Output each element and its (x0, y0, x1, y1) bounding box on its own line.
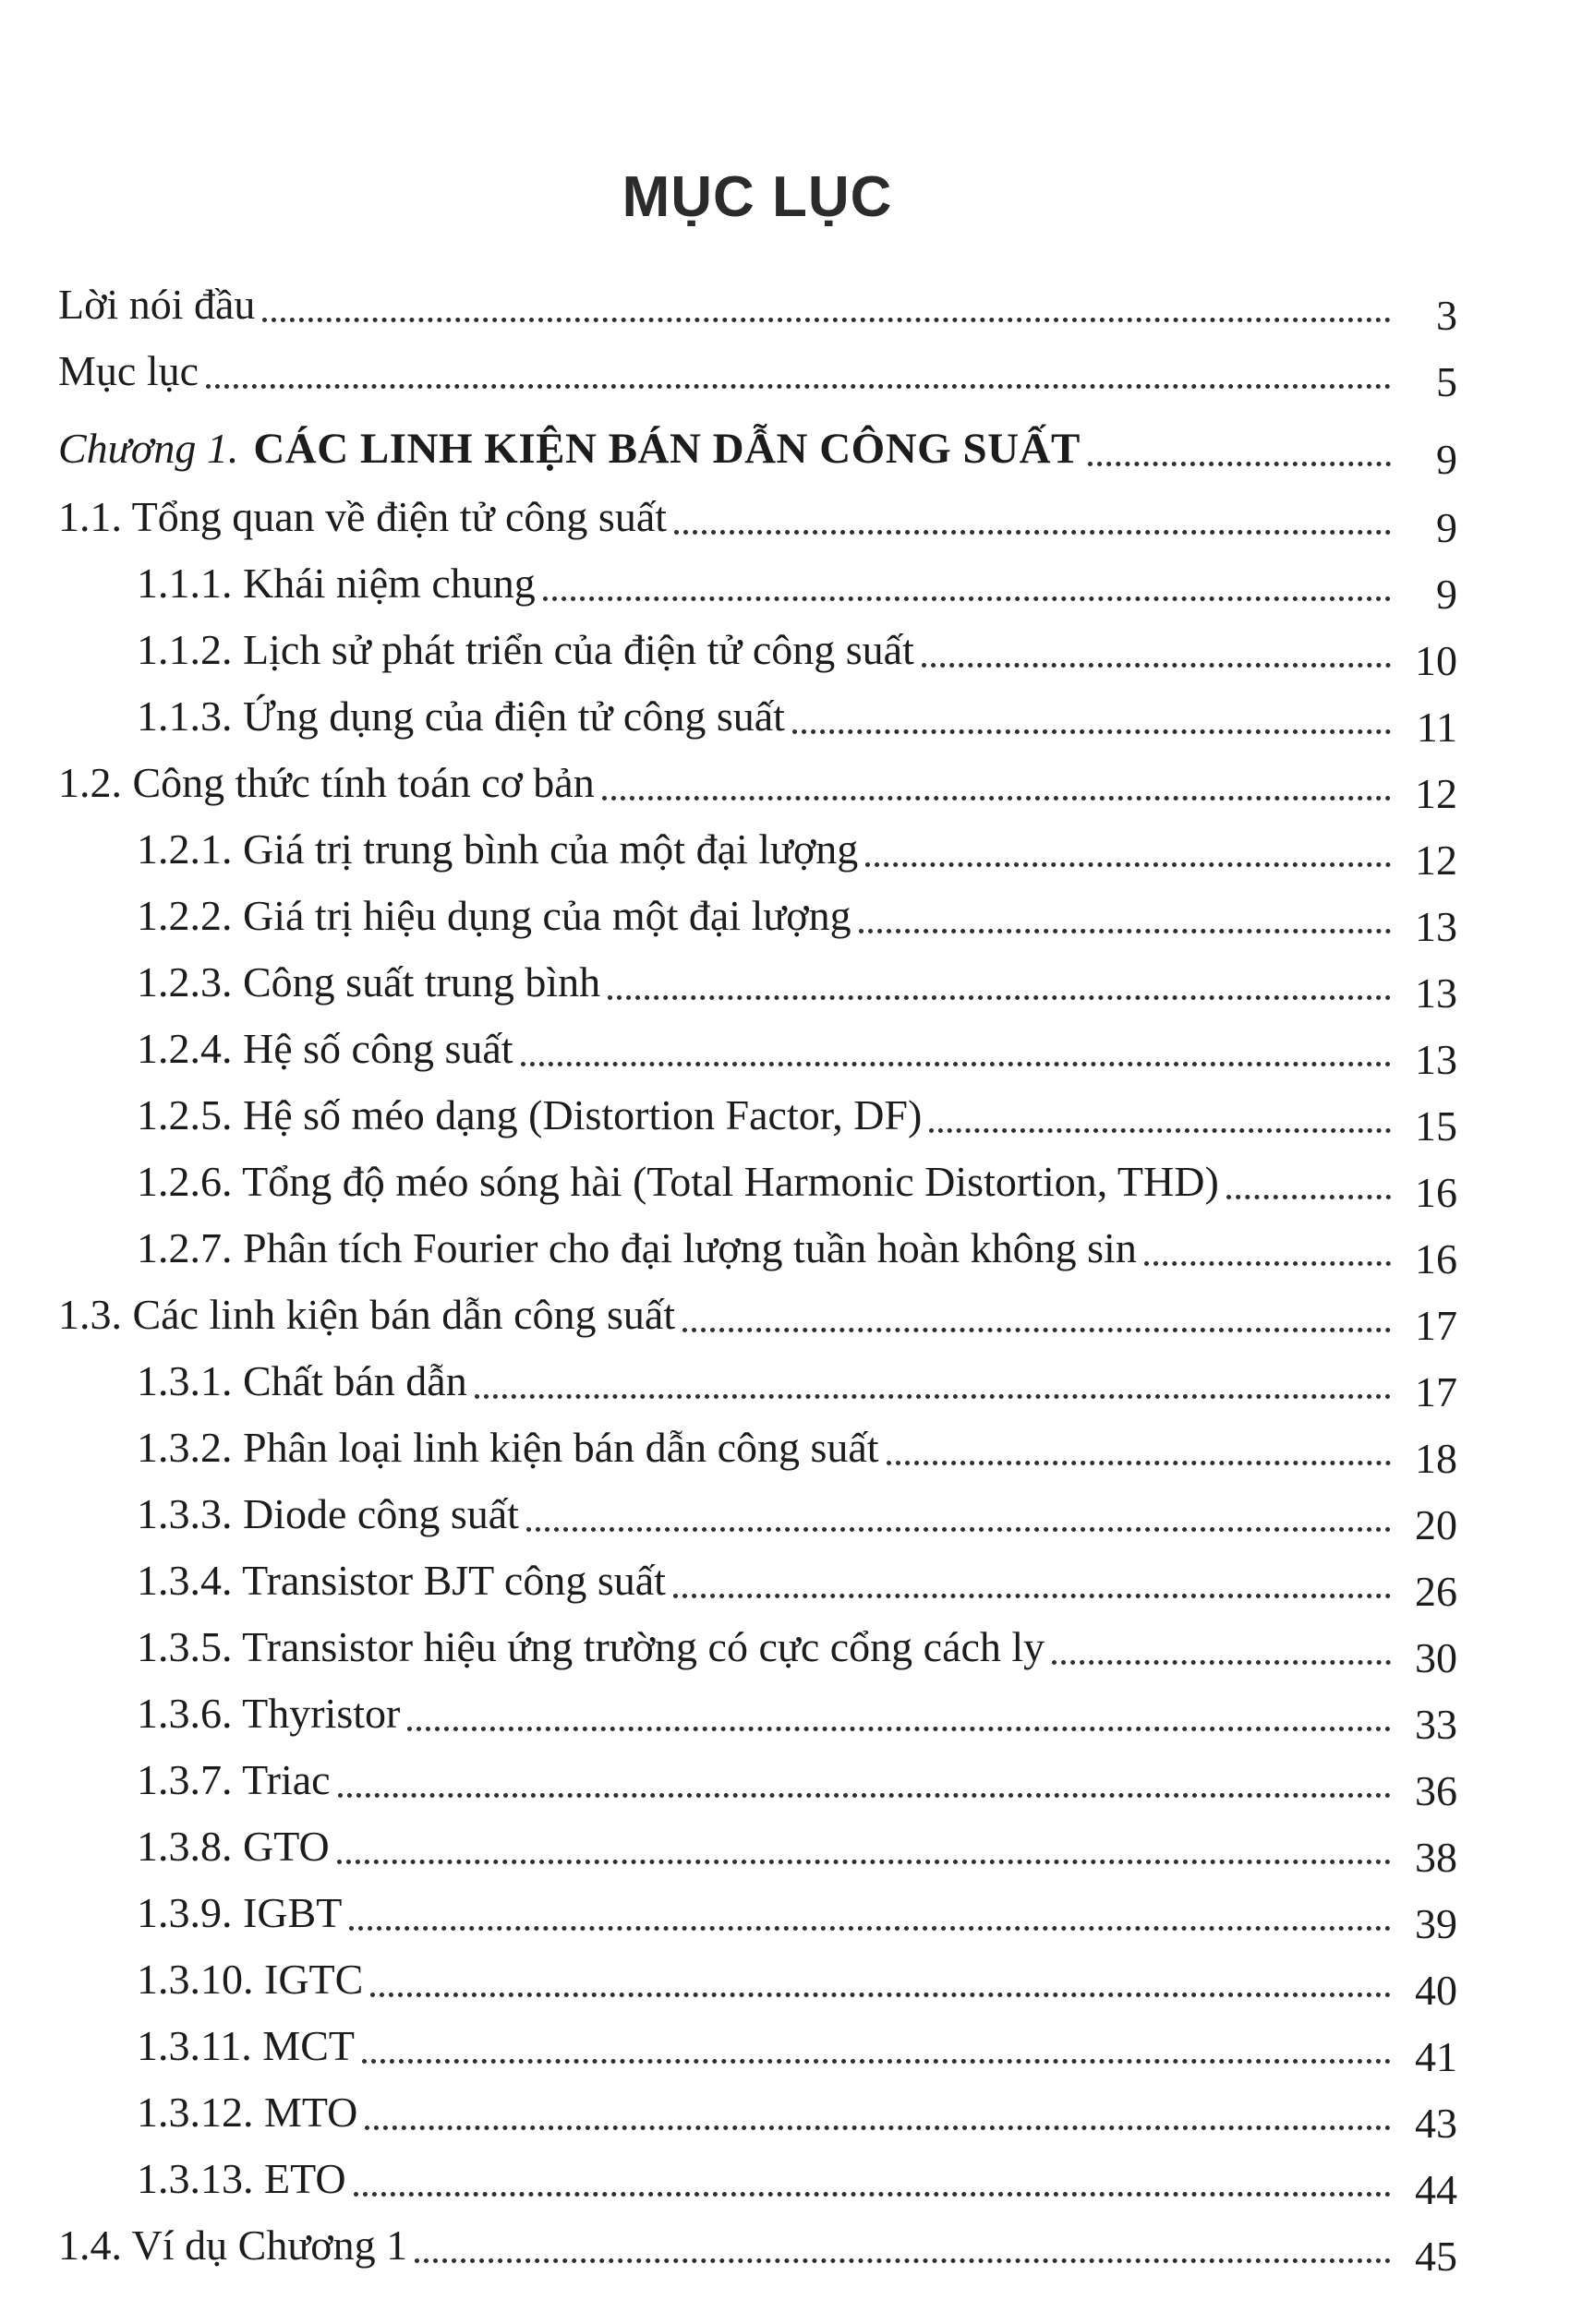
toc-entry-label: 1.3.9. IGBT (137, 1889, 343, 1936)
toc-entry (58, 1415, 1457, 1481)
toc-entry-page-number: 12 (1415, 837, 1457, 884)
toc-entry-label: 1.2.7. Phân tích Fourier cho đại lượng tuần hoàn không sin (137, 1224, 1137, 1271)
dot-leader-icon (1226, 1195, 1391, 1199)
toc-entry-page-number: 17 (1415, 1368, 1457, 1415)
dot-leader-icon (349, 1926, 1391, 1931)
toc-entry-label: Mục lục (58, 347, 199, 394)
toc-entry (58, 1481, 1457, 1547)
toc-entry-page-number: 13 (1415, 969, 1457, 1017)
dot-leader-icon (922, 663, 1391, 668)
dot-leader-icon (415, 2258, 1391, 2263)
dot-leader-icon (1052, 1660, 1391, 1665)
toc-entry (58, 2013, 1457, 2079)
dot-leader-icon (370, 1993, 1391, 1997)
toc-entry (58, 1215, 1457, 1282)
toc-entry (58, 1813, 1457, 1880)
toc-entry-page-number: 9 (1436, 571, 1457, 618)
toc-entry-label: 1.3.8. GTO (137, 1823, 330, 1870)
toc-entry-label: 1.2.6. Tổng độ méo sóng hài (Total Harmonic Distortion, THD) (137, 1158, 1219, 1205)
toc-entry-label: 1.1.3. Ứng dụng của điện tử công suất (137, 692, 785, 740)
toc-entry (58, 1747, 1457, 1813)
toc-entry (58, 1082, 1457, 1149)
toc-entry-page-number: 39 (1415, 1900, 1457, 1947)
toc-entry-label: 1.2. Công thức tính toán cơ bản (58, 759, 595, 806)
dot-leader-icon (338, 1793, 1391, 1798)
dot-leader-icon (929, 1128, 1391, 1133)
dot-leader-icon (206, 384, 1391, 389)
toc-entry-page-number: 13 (1415, 1036, 1457, 1083)
dot-leader-icon (362, 2059, 1391, 2064)
toc-entry-label: 1.3.5. Transistor hiệu ứng trường có cực cổng cách ly (137, 1623, 1045, 1670)
toc-entry (58, 1149, 1457, 1215)
toc-entry-label: 1.3.7. Triac (137, 1756, 331, 1803)
toc-entry-label: 1.3.1. Chất bán dẫn (137, 1357, 467, 1404)
toc-entry (58, 1946, 1457, 2013)
toc-entry (58, 949, 1457, 1016)
toc-entry-page-number: 10 (1415, 637, 1457, 684)
dot-leader-icon (887, 1461, 1391, 1465)
toc-entry-label: 1.2.5. Hệ số méo dạng (Distortion Factor, DF) (137, 1091, 923, 1138)
toc-entry-label: 1.2.3. Công suất trung bình (137, 958, 601, 1005)
toc-entry-page-number: 11 (1416, 704, 1457, 751)
toc-entry-page-number: 5 (1436, 358, 1457, 405)
dot-leader-icon (682, 1328, 1391, 1332)
toc-entry (58, 1547, 1457, 1614)
toc-entry (58, 617, 1457, 683)
dot-leader-icon (543, 596, 1391, 601)
toc-entry (58, 1680, 1457, 1747)
dot-leader-icon (521, 1062, 1391, 1066)
dot-leader-icon (865, 862, 1391, 867)
toc-entry-label: 1.3.3. Diode công suất (137, 1490, 519, 1537)
dot-leader-icon (674, 530, 1391, 535)
page-title: MỤC LỤC (622, 165, 893, 229)
toc-entry-page-number: 16 (1415, 1169, 1457, 1216)
toc-entry (58, 484, 1457, 550)
toc-entry-page-number: 15 (1415, 1102, 1457, 1150)
dot-leader-icon (673, 1594, 1391, 1598)
toc-entry-label: Lời nói đầu (58, 281, 256, 328)
toc-entry-label: CÁC LINH KIỆN BÁN DẪN CÔNG SUẤT (253, 425, 1081, 473)
toc-entry-page-number: 12 (1415, 770, 1457, 817)
toc-entry-page-number: 20 (1415, 1501, 1457, 1548)
toc-entry (58, 683, 1457, 750)
toc-entry-page-number: 9 (1436, 504, 1457, 551)
toc-entry-label: 1.3.12. MTO (137, 2089, 358, 2136)
toc-entry-label: 1.3.2. Phân loại linh kiện bán dẫn công suất (137, 1424, 879, 1471)
toc-entry (58, 1614, 1457, 1680)
dot-leader-icon (602, 796, 1391, 801)
toc-entry-page-number: 44 (1415, 2166, 1457, 2213)
toc-entry-page-number: 43 (1415, 2100, 1457, 2147)
toc-entry-page-number: 36 (1415, 1767, 1457, 1814)
dot-leader-icon (526, 1527, 1391, 1532)
toc-entry-page-number: 17 (1415, 1302, 1457, 1349)
toc-entry-label: 1.2.4. Hệ số công suất (137, 1025, 513, 1072)
toc-entry-page-number: 26 (1415, 1568, 1457, 1615)
toc-entry (58, 750, 1457, 816)
toc-entry (58, 1282, 1457, 1348)
dot-leader-icon (792, 729, 1391, 734)
toc-entry-page-number: 9 (1436, 436, 1457, 483)
toc-entry-label: 1.1. Tổng quan về điện tử công suất (58, 493, 668, 540)
toc-entry-page-number: 41 (1415, 2033, 1457, 2080)
toc-entry (58, 2146, 1457, 2212)
toc-entry (58, 2212, 1457, 2279)
dot-leader-icon (608, 995, 1391, 1000)
toc-entry-page-number: 3 (1436, 292, 1457, 339)
toc-entry (58, 2079, 1457, 2146)
dot-leader-icon (1144, 1261, 1391, 1266)
dot-leader-icon (262, 318, 1391, 322)
toc-entry-label: 1.2.1. Giá trị trung bình của một đại lượng (137, 825, 859, 873)
toc-entry-page-number: 18 (1415, 1435, 1457, 1482)
toc-entry-label: 1.3.10. IGTC (137, 1956, 364, 2003)
dot-leader-icon (1088, 462, 1391, 466)
toc-list (58, 271, 1457, 2279)
dot-leader-icon (337, 1860, 1391, 1864)
toc-entry-label: 1.4. Ví dụ Chương 1 (58, 2222, 408, 2269)
dot-leader-icon (475, 1394, 1391, 1399)
toc-entry-label: 1.1.1. Khái niệm chung (137, 560, 536, 607)
toc-entry (58, 883, 1457, 949)
toc-entry-label: 1.3.11. MCT (137, 2022, 355, 2069)
toc-entry-page-number: 13 (1415, 903, 1457, 950)
dot-leader-icon (407, 1727, 1391, 1731)
toc-entry (58, 338, 1457, 404)
toc-entry-page-number: 16 (1415, 1235, 1457, 1282)
toc-entry-page-number: 30 (1415, 1634, 1457, 1681)
dot-leader-icon (859, 929, 1391, 933)
toc-entry (58, 1348, 1457, 1415)
toc-entry-chapter-prefix: Chương 1. (58, 425, 239, 472)
dot-leader-icon (354, 2192, 1391, 2197)
toc-entry-page-number: 45 (1415, 2233, 1457, 2280)
toc-entry (58, 1880, 1457, 1946)
toc-entry-page-number: 40 (1415, 1967, 1457, 2014)
toc-entry-page-number: 38 (1415, 1834, 1457, 1881)
toc-entry (58, 1016, 1457, 1082)
toc-entry (58, 271, 1457, 338)
toc-entry-label: 1.3.6. Thyristor (137, 1690, 401, 1737)
dot-leader-icon (365, 2125, 1391, 2130)
toc-entry-label: 1.1.2. Lịch sử phát triển của điện tử công suất (137, 626, 914, 673)
toc-entry (58, 415, 1457, 482)
toc-entry-label: 1.3. Các linh kiện bán dẫn công suất (58, 1291, 676, 1338)
toc-entry-label: 1.2.2. Giá trị hiệu dụng của một đại lượng (137, 892, 851, 939)
toc-entry-label: 1.3.4. Transistor BJT công suất (137, 1557, 666, 1604)
toc-entry-label: 1.3.13. ETO (137, 2155, 346, 2202)
toc-entry (58, 816, 1457, 883)
toc-entry-page-number: 33 (1415, 1701, 1457, 1748)
toc-entry (58, 550, 1457, 617)
